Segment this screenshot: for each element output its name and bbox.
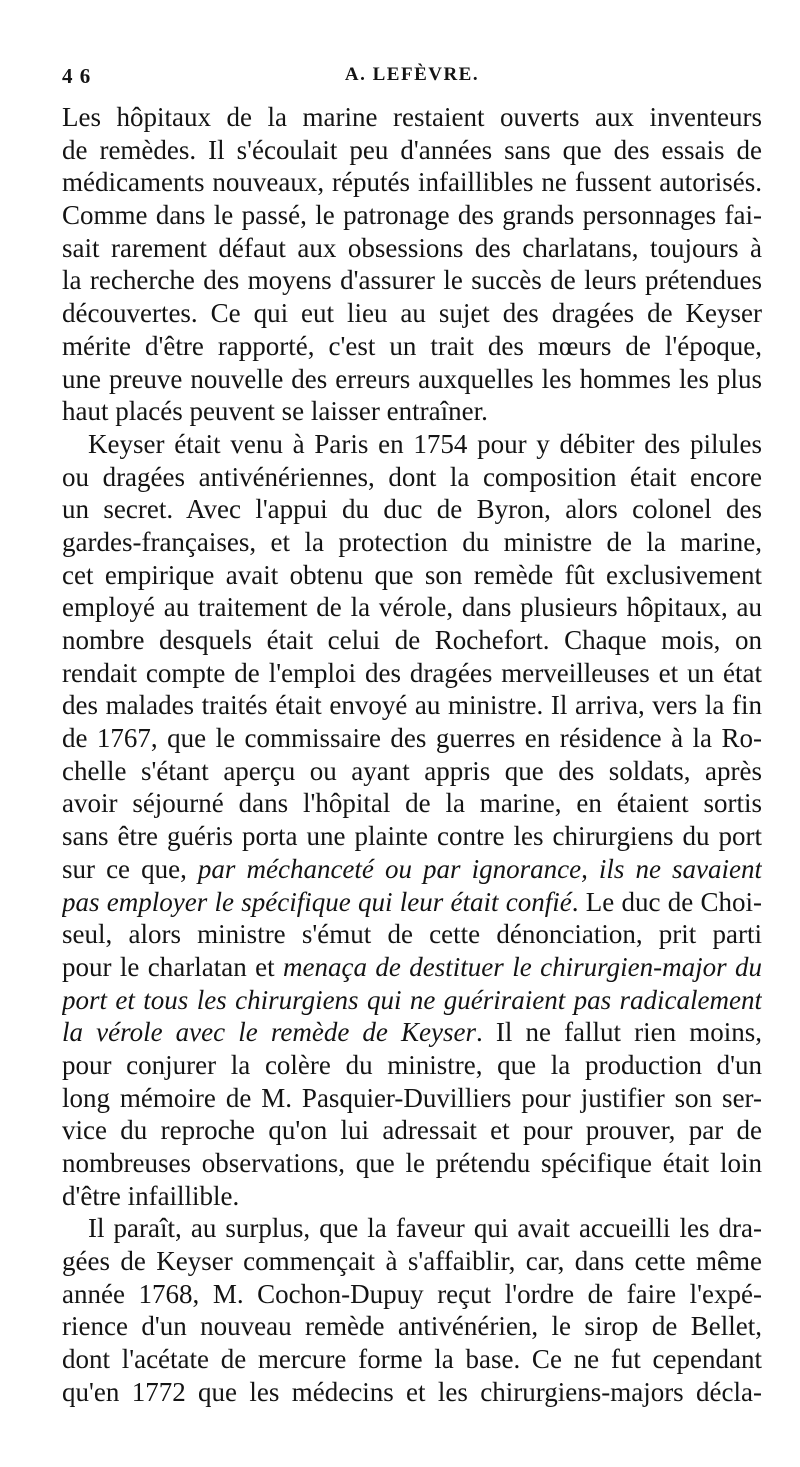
text-line (62, 689, 762, 722)
text-run: pour le charlatan et (62, 951, 284, 982)
text-line (62, 526, 762, 559)
text-run: . Le duc de Choi- (571, 886, 762, 917)
text-line (62, 232, 762, 265)
text-line (62, 853, 762, 886)
page-header (62, 64, 762, 94)
text-line (62, 264, 762, 297)
text-run: gardes-françaises, et la protection du ministre de la marine, (62, 526, 762, 557)
text-run: sans être guéris porta une plainte contre les chirurgiens du port (62, 821, 762, 852)
text-line (62, 820, 762, 853)
text-run: employé au traitement de la vérole, dans plusieurs hôpitaux, au (62, 592, 762, 623)
paragraph (62, 428, 762, 1213)
text-run: vice du reproche qu'on lui adressait et pour prouver, par de (62, 1115, 762, 1146)
text-line (62, 1114, 762, 1147)
italic-run: par méchanceté ou par ignorance, ils ne savaient (197, 853, 762, 884)
text-line (62, 886, 762, 919)
text-line (62, 559, 762, 592)
text-line (62, 984, 762, 1017)
text-line (62, 395, 762, 428)
text-run: long mémoire de M. Pasquier-Duvilliers pour justifier son ser- (62, 1082, 762, 1113)
text-run: haut placés peuvent se laisser entraîner. (62, 396, 488, 427)
text-run: une preuve nouvelle des erreurs auxquelles les hommes les plus (62, 363, 762, 394)
text-run: Keyser était venu à Paris en 1754 pour y débiter des pilules (88, 428, 762, 459)
text-run: rience d'un nouveau remède antivénérien, le sirop de Bellet, (62, 1311, 762, 1342)
body-text (62, 101, 762, 1409)
text-run: médicaments nouveaux, réputés infaillibles ne fussent autorisés. (62, 167, 762, 198)
text-line (62, 787, 762, 820)
text-line (62, 297, 762, 330)
text-line (62, 591, 762, 624)
text-line (62, 1278, 762, 1311)
text-run: découvertes. Ce qui eut lieu au sujet des dragées de Keyser (62, 298, 762, 329)
text-line (62, 101, 762, 134)
text-run: Il paraît, au surplus, que la faveur qui avait accueilli les dra- (88, 1213, 762, 1244)
text-run: sait rarement défaut aux obsessions des charlatans, toujours à (62, 232, 762, 263)
text-run: ou dragées antivénériennes, dont la composition était encore (62, 461, 762, 492)
text-line (62, 1016, 762, 1049)
text-line (62, 1082, 762, 1115)
text-run: . Il ne fallut rien moins, (476, 1017, 762, 1048)
text-run: dont l'acétate de mercure forme la base. Ce ne fut cependant (62, 1344, 762, 1375)
text-run: de 1767, que le commissaire des guerres en résidence à la Ro- (62, 723, 762, 754)
text-run: de remèdes. Il s'écoulait peu d'années sans que des essais de (62, 134, 762, 165)
text-line (62, 1180, 762, 1213)
text-line (62, 1147, 762, 1180)
text-line (62, 166, 762, 199)
text-line (62, 1212, 762, 1245)
text-line (62, 755, 762, 788)
text-run: pour conjurer la colère du ministre, que la production d'un (62, 1049, 762, 1080)
text-run: qu'en 1772 que les médecins et les chirurgiens-majors décla- (62, 1376, 762, 1407)
text-line (62, 363, 762, 396)
paragraph (62, 101, 762, 428)
text-run: gées de Keyser commençait à s'affaiblir, car, dans cette même (62, 1246, 762, 1277)
text-run: des malades traités était envoyé au ministre. Il arriva, vers la fin (62, 690, 762, 721)
text-line (62, 657, 762, 690)
text-run: sur ce que, (62, 853, 198, 884)
text-run: d'être infaillible. (62, 1180, 240, 1211)
running-head: A. LEFÈVRE. (344, 64, 480, 85)
text-line (62, 1245, 762, 1278)
text-run: rendait compte de l'emploi des dragées merveilleuses et un état (62, 657, 762, 688)
text-line (62, 428, 762, 461)
text-line (62, 918, 762, 951)
text-run: seul, alors ministre s'émut de cette dénonciation, prit parti (62, 919, 762, 950)
text-run: mérite d'être rapporté, c'est un trait des mœurs de l'époque, (62, 330, 762, 361)
italic-run: la vérole avec le remède de Keyser (62, 1017, 476, 1048)
italic-run: port et tous les chirurgiens qui ne guériraient pas radicalement (62, 984, 762, 1015)
paragraph (62, 1212, 762, 1408)
text-run: nombreuses observations, que le prétendu spécifique était loin (62, 1148, 762, 1178)
text-run: Les hôpitaux de la marine restaient ouverts aux inventeurs (62, 102, 762, 132)
text-line (62, 461, 762, 494)
text-line (62, 1310, 762, 1343)
text-run: année 1768, M. Cochon-Dupuy reçut l'ordre de faire l'expé- (62, 1278, 762, 1309)
text-run: la recherche des moyens d'assurer le succès de leurs prétendues (62, 265, 762, 296)
text-run: un secret. Avec l'appui du duc de Byron, alors colonel des (62, 494, 762, 525)
text-line (62, 330, 762, 363)
text-line (62, 1049, 762, 1082)
text-run: chelle s'étant aperçu ou ayant appris que des soldats, après (62, 755, 762, 786)
italic-run: menaça de destituer le chirurgien-major du (283, 951, 762, 982)
text-line (62, 951, 762, 984)
text-run: nombre desquels était celui de Rochefort. Chaque mois, on (62, 625, 762, 655)
text-line (62, 199, 762, 232)
text-line (62, 722, 762, 755)
text-run: cet empirique avait obtenu que son remède fût exclusivement (62, 559, 762, 590)
text-run: Comme dans le passé, le patronage des grands personnages fai- (62, 200, 762, 231)
text-line (62, 624, 762, 657)
text-line (62, 1343, 762, 1376)
text-line (62, 493, 762, 526)
page-number: 4 6 (62, 64, 92, 88)
text-line (62, 134, 762, 167)
text-run: avoir séjourné dans l'hôpital de la marine, en étaient sortis (62, 788, 762, 819)
text-line (62, 1376, 762, 1409)
italic-run: pas employer le spécifique qui leur était confié (62, 886, 572, 917)
